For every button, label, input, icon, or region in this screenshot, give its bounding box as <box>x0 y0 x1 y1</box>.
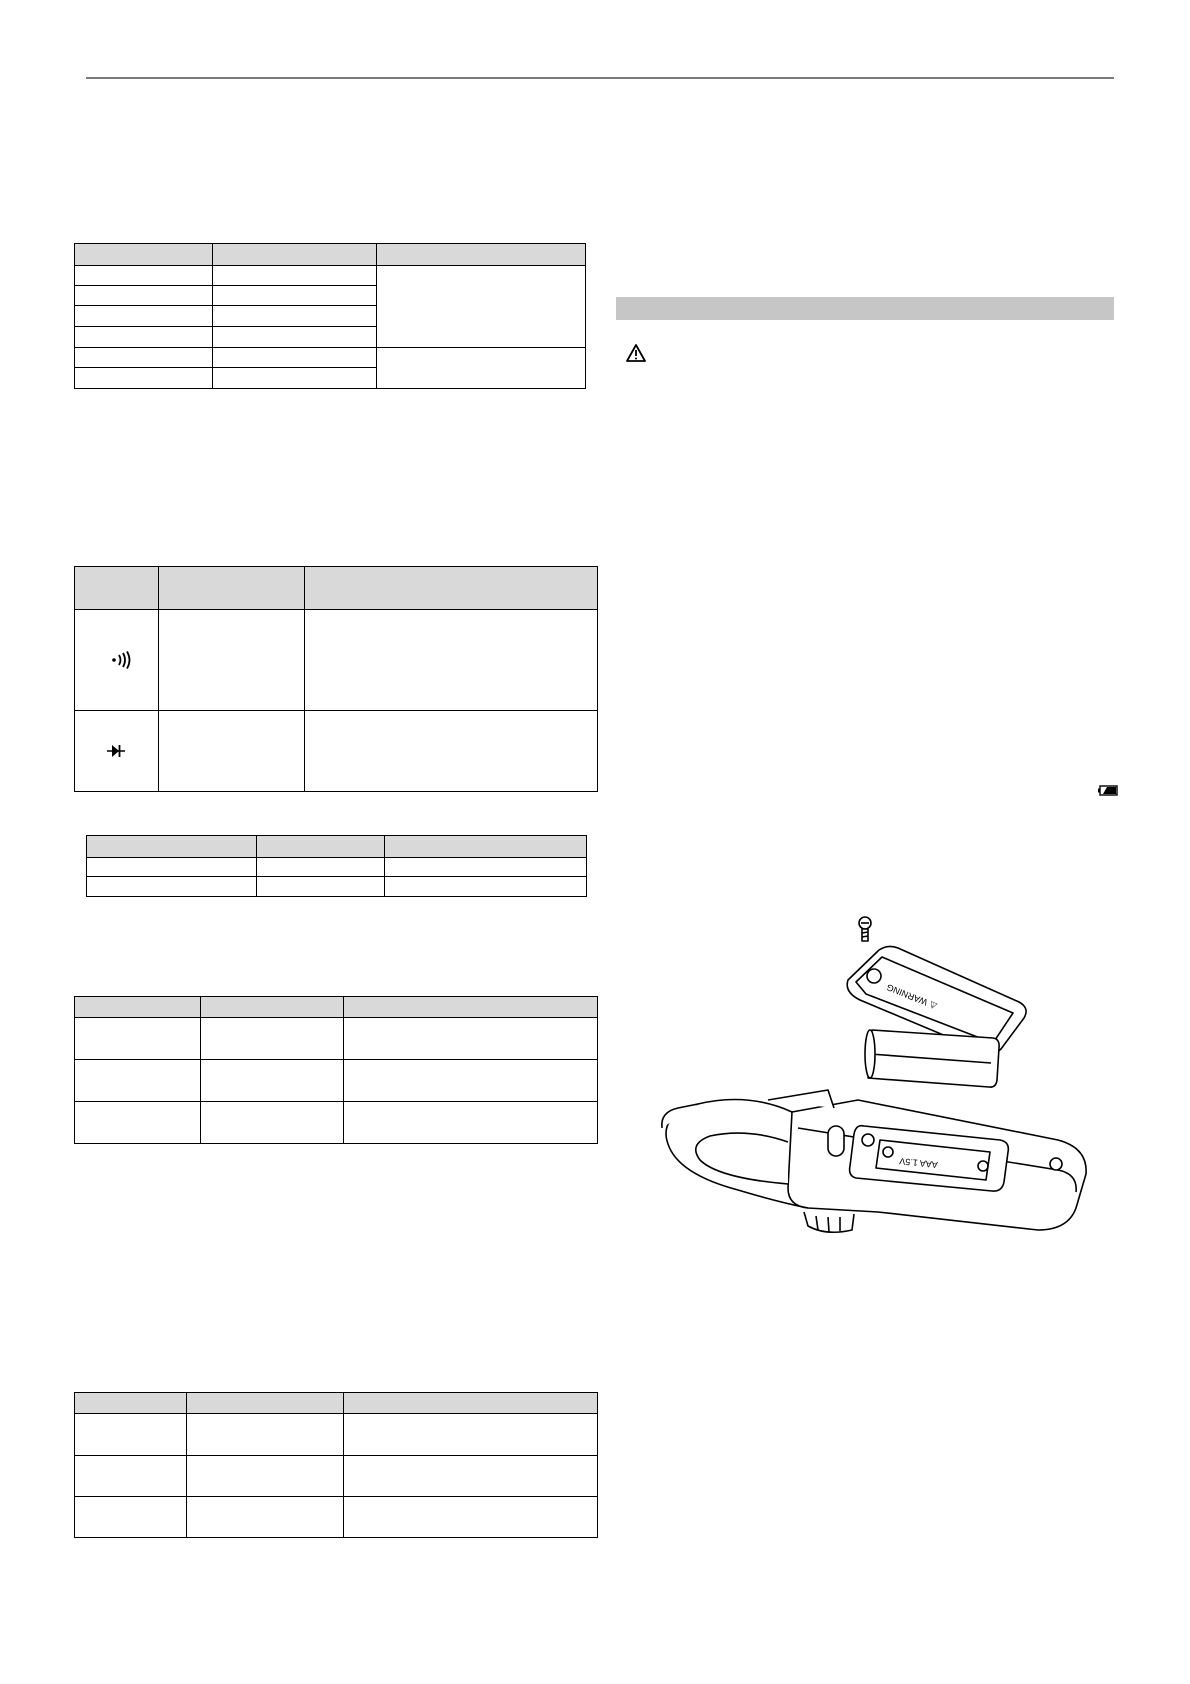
header-rule <box>86 77 1114 79</box>
clamp-meter-body <box>662 1090 1086 1232</box>
table-header-row <box>75 567 598 610</box>
table-row <box>75 1060 598 1102</box>
batteries <box>865 1030 999 1087</box>
table-header-row <box>75 1393 598 1414</box>
table-row <box>75 348 586 368</box>
table-row <box>75 711 598 792</box>
continuity-buzzer-icon <box>109 651 139 669</box>
table-row <box>75 1018 598 1060</box>
low-battery-icon <box>1098 785 1118 796</box>
spec-table-5 <box>74 1392 598 1538</box>
svg-text:⚠ WARNING: ⚠ WARNING <box>885 982 939 1012</box>
table-row <box>75 1102 598 1144</box>
table-row <box>75 266 586 286</box>
function-table <box>74 566 598 792</box>
table-header-row <box>75 997 598 1018</box>
table-row <box>75 1497 598 1538</box>
table-row <box>87 858 587 877</box>
section-heading-bar <box>616 297 1114 320</box>
diode-icon <box>107 744 125 758</box>
screw-icon <box>859 917 871 941</box>
table-row <box>75 1414 598 1456</box>
spec-table-3 <box>86 835 587 897</box>
table-header-row <box>87 836 587 858</box>
spec-table-1 <box>74 243 586 389</box>
table-row <box>75 610 598 711</box>
table-header-row <box>75 244 586 266</box>
spec-table-4 <box>74 996 598 1144</box>
warning-triangle-icon <box>626 344 646 362</box>
svg-text:AAA 1.5V: AAA 1.5V <box>898 1155 939 1170</box>
table-row <box>75 1456 598 1497</box>
battery-replacement-illustration <box>638 912 1104 1248</box>
table-row <box>87 877 587 897</box>
